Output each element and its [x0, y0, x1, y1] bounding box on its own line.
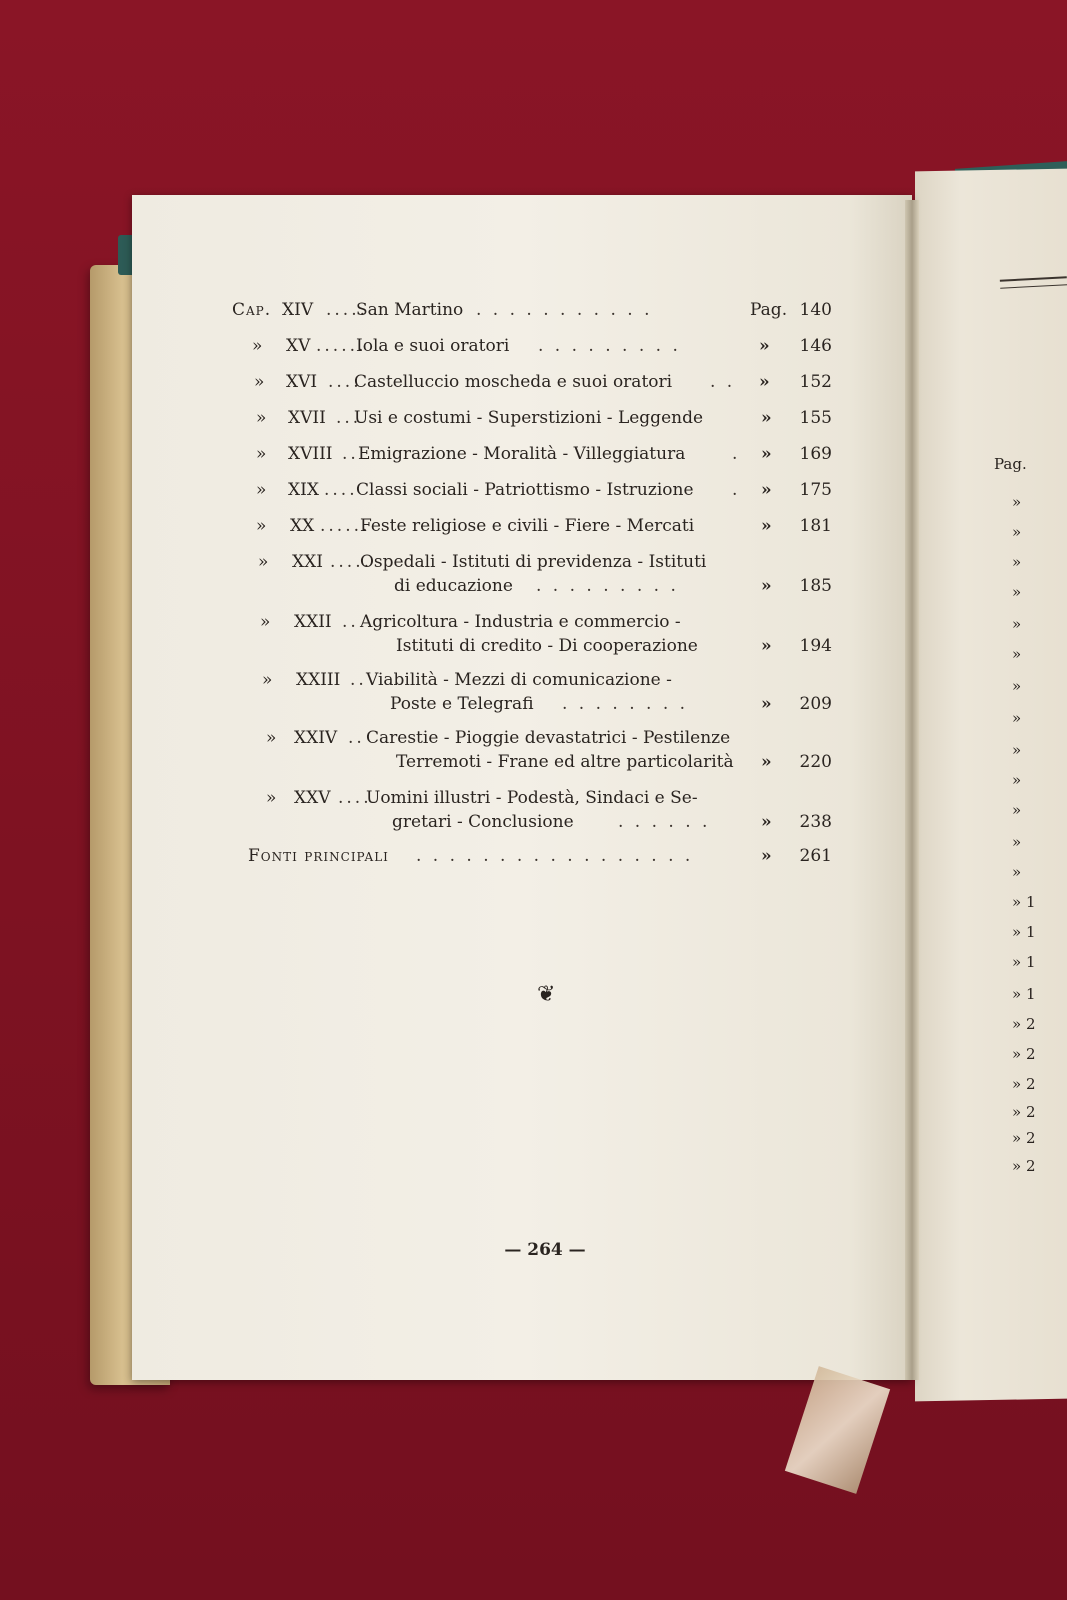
toc-row: Cap. XIV ..... San Martino . . . . . . . . . . . Pag. 140 — [232, 300, 832, 320]
toc-pag-label: Pag. — [750, 300, 788, 320]
toc-ditto-mark: » — [761, 516, 772, 536]
toc-ditto-mark: » — [761, 694, 772, 714]
toc-title-continued: di educazione — [394, 576, 513, 596]
toc-ditto-mark: » — [256, 408, 267, 428]
toc-row: » XVII ... Usi e costumi - Superstizioni - Leggende » 155 — [256, 408, 832, 428]
toc-ditto-mark: » — [761, 444, 772, 464]
right-page-entry: » 2 — [1012, 1103, 1036, 1121]
toc-ditto-mark: » — [761, 846, 772, 866]
toc-title: Uomini illustri - Podestà, Sindaci e Se- — [366, 788, 698, 808]
toc-title-continued: Poste e Telegrafi — [390, 694, 534, 714]
right-page-marker: » — [1012, 801, 1022, 819]
toc-title: Classi sociali - Patriottismo - Istruzione — [356, 480, 694, 500]
right-page-entry: » 1 — [1012, 985, 1036, 1003]
toc-page-number: 175 — [799, 480, 832, 500]
toc-page-number: 155 — [799, 408, 832, 428]
right-page-marker: » — [1012, 771, 1022, 789]
toc-row: » XVI .... Castelluccio moscheda e suoi oratori . . » 152 — [254, 372, 832, 392]
right-page-marker: » — [1012, 553, 1022, 571]
bookmark-ribbon — [785, 1366, 890, 1494]
toc-ditto-mark: » — [256, 516, 267, 536]
toc-page-number: 152 — [799, 372, 832, 392]
toc-ditto-mark: » — [761, 812, 772, 832]
right-page-entry: » 2 — [1012, 1129, 1036, 1147]
toc-title: Iola e suoi oratori — [356, 336, 510, 356]
toc-row: » XVIII .. Emigrazione - Moralità - Villeggiatura . » 169 — [256, 444, 832, 464]
toc-title-continued: gretari - Conclusione — [392, 812, 574, 832]
toc-ditto-mark: » — [260, 612, 271, 632]
toc-title: Viabilità - Mezzi di comunicazione - — [366, 670, 672, 690]
toc-roman: XXII — [294, 612, 332, 632]
toc-ditto-mark: » — [761, 752, 772, 772]
toc-ditto-mark: » — [759, 372, 770, 392]
right-page-pag-label: Pag. — [994, 455, 1027, 473]
toc-ditto-mark: » — [256, 480, 267, 500]
toc-title: San Martino — [356, 300, 464, 320]
right-page-entry: » 1 — [1012, 893, 1036, 911]
right-page-marker: » — [1012, 645, 1022, 663]
right-page-entry: » 2 — [1012, 1015, 1036, 1033]
right-page-marker: » — [1012, 741, 1022, 759]
toc-row: » XXII .. Agricoltura - Industria e commercio - Istituti di credito - Di cooperazione » 194 — [260, 612, 832, 656]
toc-title: Ospedali - Istituti di previdenza - Istituti — [360, 552, 707, 572]
right-page-entry: » 1 — [1012, 953, 1036, 971]
toc-row: » XIX .... Classi sociali - Patriottismo - Istruzione . » 175 — [256, 480, 832, 500]
toc-ditto-mark: » — [256, 444, 267, 464]
toc-row: » XV ...... Iola e suoi oratori . . . . . . . . . » 146 — [252, 336, 832, 356]
toc-roman: XVII — [288, 408, 326, 428]
right-page-entry: » 2 — [1012, 1157, 1036, 1175]
toc-page-number: 185 — [799, 576, 832, 596]
right-page-marker: » — [1012, 523, 1022, 541]
right-page-marker: » — [1012, 709, 1022, 727]
toc-ditto-mark: » — [761, 636, 772, 656]
toc-row: » XXV .... Uomini illustri - Podestà, Sindaci e Se- gretari - Conclusione . . . . . . » 238 — [266, 788, 832, 832]
toc-ditto-mark: » — [761, 408, 772, 428]
right-page-marker: » — [1012, 615, 1022, 633]
toc-title: Carestie - Pioggie devastatrici - Pestilenze — [366, 728, 731, 748]
right-page-marker: » — [1012, 583, 1022, 601]
toc-roman: XXIII — [296, 670, 341, 690]
toc-ditto-mark: » — [262, 670, 273, 690]
toc-page-number: 220 — [799, 752, 832, 772]
toc-row: » XXI ..... Ospedali - Istituti di previdenza - Istituti di educazione . . . . . . . . . » 185 — [258, 552, 832, 596]
toc-title: Agricoltura - Industria e commercio - — [360, 612, 681, 632]
toc-page-number: 181 — [799, 516, 832, 536]
toc-ditto-mark: » — [258, 552, 269, 572]
toc-title: Fonti principali — [248, 846, 389, 866]
toc-roman: XIV — [282, 300, 314, 320]
toc-ditto-mark: » — [266, 788, 277, 808]
toc-row-fonti: Fonti principali . . . . . . . . . . . . . . . . . » 261 — [248, 846, 832, 866]
toc-page-number: 140 — [799, 300, 832, 320]
toc-roman: XXI — [292, 552, 323, 572]
toc-title-continued: Terremoti - Frane ed altre particolarità — [396, 752, 734, 772]
toc-row: » XX ...... Feste religiose e civili - Fiere - Mercati » 181 — [256, 516, 832, 536]
toc-title: Castelluccio moscheda e suoi oratori — [354, 372, 673, 392]
right-page — [915, 169, 1067, 1402]
page-number: — 264 — — [504, 1240, 586, 1260]
toc-ditto-mark: » — [759, 336, 770, 356]
toc-ditto-mark: » — [254, 372, 265, 392]
book-gutter — [905, 200, 919, 1380]
toc-roman: XV — [286, 336, 311, 356]
toc-title: Usi e costumi - Superstizioni - Leggende — [354, 408, 704, 428]
toc-roman: XIX — [288, 480, 319, 500]
right-page-marker: » — [1012, 863, 1022, 881]
toc-ditto-mark: » — [252, 336, 263, 356]
toc-title: Feste religiose e civili - Fiere - Mercati — [360, 516, 695, 536]
toc-page-number: 194 — [799, 636, 832, 656]
toc-roman: XX — [290, 516, 315, 536]
toc-roman: XXIV — [294, 728, 338, 748]
toc-page-number: 238 — [799, 812, 832, 832]
toc-page-number: 146 — [799, 336, 832, 356]
toc-cap-label: Cap. — [232, 300, 272, 320]
right-page-marker: » — [1012, 493, 1022, 511]
toc-page-number: 209 — [799, 694, 832, 714]
toc-row: » XXIV .. Carestie - Pioggie devastatrici - Pestilenze Terremoti - Frane ed altre particolarità » 220 — [266, 728, 832, 772]
toc-roman: XVI — [286, 372, 318, 392]
toc-ditto-mark: » — [761, 480, 772, 500]
right-page-entry: » 2 — [1012, 1045, 1036, 1063]
fleuron-ornament-icon: ❦ — [537, 982, 556, 1007]
right-page-entry: » 2 — [1012, 1075, 1036, 1093]
toc-row: » XXIII .. Viabilità - Mezzi di comunicazione - Poste e Telegrafi . . . . . . . . » 209 — [262, 670, 832, 714]
toc-page-number: 261 — [799, 846, 832, 866]
toc-ditto-mark: » — [266, 728, 277, 748]
right-page-entry: » 1 — [1012, 923, 1036, 941]
toc-roman: XXV — [294, 788, 331, 808]
toc-ditto-mark: » — [761, 576, 772, 596]
right-page-marker: » — [1012, 677, 1022, 695]
toc-page-number: 169 — [799, 444, 832, 464]
right-page-marker: » — [1012, 833, 1022, 851]
toc-title: Emigrazione - Moralità - Villeggiatura — [358, 444, 686, 464]
toc-roman: XVIII — [288, 444, 333, 464]
toc-title-continued: Istituti di credito - Di cooperazione — [396, 636, 698, 656]
